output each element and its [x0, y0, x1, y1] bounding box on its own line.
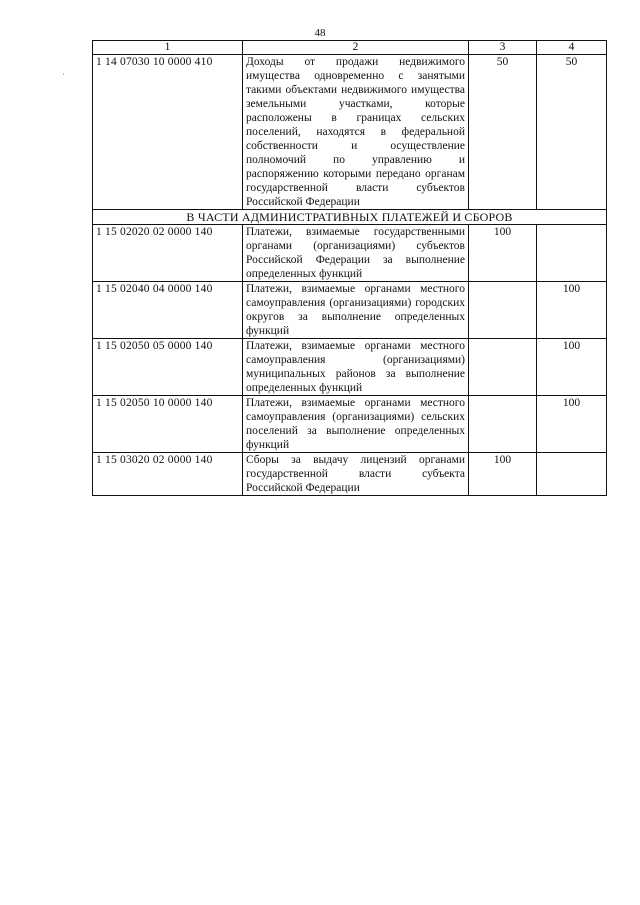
row-description: Платежи, взимаемые органами местного самоуправления (организациями) городских округов за выполнение определенных функций: [243, 282, 469, 339]
table-row: [93, 282, 607, 339]
row-code: 1 15 02050 05 0000 140: [93, 339, 243, 396]
column-header-3: 3: [469, 41, 537, 55]
column-header-1: 1: [93, 41, 243, 55]
row-value-col4: [537, 453, 607, 496]
row-value-col3: 100: [469, 453, 537, 496]
row-value-col4: 100: [537, 339, 607, 396]
row-value-col3: 100: [469, 225, 537, 282]
page-number: 48: [314, 27, 326, 39]
table-header-row: [93, 41, 607, 55]
row-value-col4: 50: [537, 55, 607, 210]
row-code: 1 15 02020 02 0000 140: [93, 225, 243, 282]
column-header-4: 4: [537, 41, 607, 55]
row-code: 1 15 02050 10 0000 140: [93, 396, 243, 453]
row-description: Платежи, взимаемые государственными органами (организациями) субъектов Российской Федерации за выполнение определенных функций: [243, 225, 469, 282]
row-value-col4: 100: [537, 282, 607, 339]
table-row: [93, 55, 607, 210]
column-header-2: 2: [243, 41, 469, 55]
table-row: [93, 225, 607, 282]
scan-artifact-mark: ·: [62, 70, 65, 79]
row-value-col3: [469, 396, 537, 453]
section-header-row: [93, 210, 607, 225]
table-row: [93, 396, 607, 453]
section-title: В ЧАСТИ АДМИНИСТРАТИВНЫХ ПЛАТЕЖЕЙ И СБОРОВ: [93, 210, 607, 225]
row-code: 1 15 02040 04 0000 140: [93, 282, 243, 339]
row-code: 1 15 03020 02 0000 140: [93, 453, 243, 496]
row-value-col4: [537, 225, 607, 282]
row-description: Сборы за выдачу лицензий органами государственной власти субъекта Российской Федерации: [243, 453, 469, 496]
row-value-col4: 100: [537, 396, 607, 453]
table-row: [93, 453, 607, 496]
row-description: Платежи, взимаемые органами местного самоуправления (организациями) муниципальных районов за выполнение определенных функций: [243, 339, 469, 396]
row-value-col3: [469, 282, 537, 339]
row-code: 1 14 07030 10 0000 410: [93, 55, 243, 210]
table-row: [93, 339, 607, 396]
row-value-col3: 50: [469, 55, 537, 210]
row-description: Доходы от продажи недвижимого имущества одновременно с занятыми такими объектами недвижимого имущества земельными участками, которые расположены в границах сельских поселений, находятся в федеральной собственности и осуществление полномочий по управлению и распоряжению которыми передано органам государственной власти субъектов Российской Федерации: [243, 55, 469, 210]
revenue-table: [92, 40, 607, 496]
row-description: Платежи, взимаемые органами местного самоуправления (организациями) сельских поселений за выполнение определенных функций: [243, 396, 469, 453]
row-value-col3: [469, 339, 537, 396]
